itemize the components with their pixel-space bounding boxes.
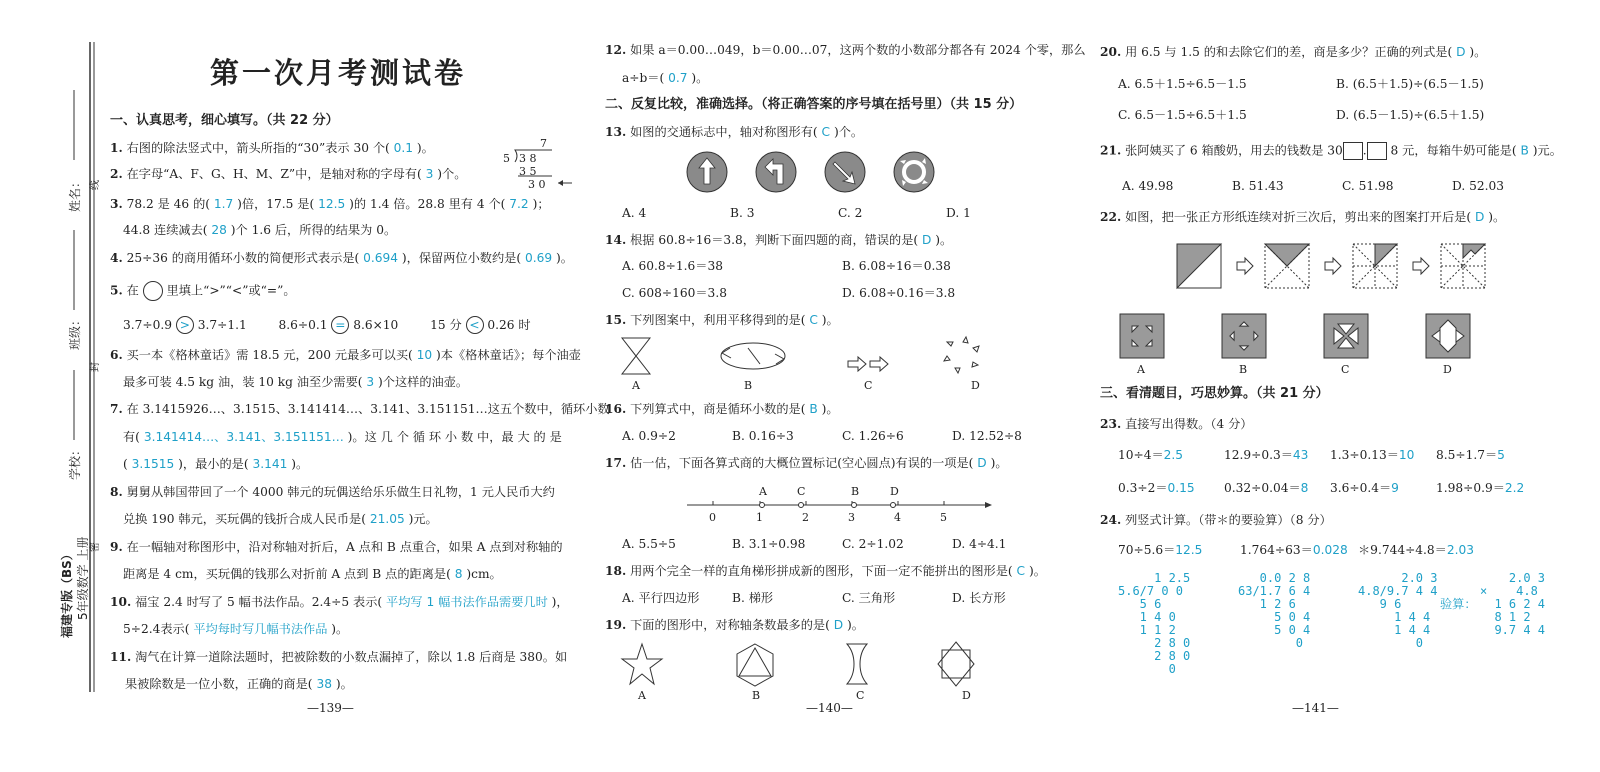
question-17: 17. 估一估，下面各算式商的大概位置标记(空心圆点)有误的一项是( D )。 (605, 456, 1008, 470)
q24-item3: ＊9.744÷4.8＝2.03 (1358, 543, 1474, 557)
fold-step-1 (1177, 244, 1221, 288)
q13-options: A. 4 B. 3 C. 2 D. 1 (622, 206, 971, 220)
arrow-right-icon (1413, 258, 1429, 274)
option-D-figure (1426, 314, 1470, 358)
paper-folding-steps (1175, 242, 1515, 302)
seal-mark: 封 (90, 362, 101, 372)
question-8-line2: 兑换 190 韩元，买玩偶的钱折合成人民币是( 21.05 )元。 (123, 512, 438, 526)
question-7: 7. 在 3.1415926…、3.1515、3.141414…、3.141、3.151151…这五个数中，循环小数 (110, 402, 610, 416)
arrow-right-icon (1325, 258, 1341, 274)
q20-options-row1: A. 6.5＋1.5÷6.5－1.5 B. (6.5＋1.5)÷(6.5－1.5) (1118, 77, 1484, 91)
q24-item2: 1.764÷63＝0.028 (1240, 543, 1348, 557)
question-18: 18. 用两个完全一样的直角梯形拼成新的图形，下面一定不能拼出的图形是( C )。 (605, 564, 1046, 578)
q22-labels: A B C D (1137, 363, 1452, 376)
line-mark: 线 (90, 180, 101, 190)
q15-labels: A B C D (632, 379, 980, 392)
q19-figures (620, 642, 1000, 692)
q17-options: A. 5.5÷5 B. 3.1÷0.98 C. 2÷1.02 D. 4÷4.1 (622, 537, 1007, 551)
translated-arrows-figure-icon (848, 357, 888, 371)
long-division-70-5.6: 1 2.5 5.6/7 0 0 5 6 1 4 0 1 1 2 2 8 0 2 8 0 0 (1118, 571, 1191, 676)
rotating-arrows-figure-icon (721, 343, 785, 369)
question-3-line2: 44.8 连续减去( 28 )个 1.6 后，所得的结果为 0。 (123, 223, 397, 237)
question-8: 8. 舅舅从韩国带回了一个 4000 韩元的玩偶送给乐乐做生日礼物，1 元人民币大约 (110, 485, 555, 499)
mi-mark: 密 (90, 542, 101, 552)
question-13: 13. 如图的交通标志中，轴对称图形有( C )个。 (605, 125, 864, 139)
question-5-items: 3.7÷0.9 > 3.7÷1.1 8.6÷0.1 = 8.6×10 15 分 < 0.26 时 (123, 318, 531, 332)
answer-1: 0.1 (393, 141, 414, 155)
roundabout-sign-icon (894, 152, 934, 192)
tick-label-0: 0 (709, 511, 716, 524)
question-21: 21. 张阿姨买了 6 箱酸奶，用去的钱数是 30 . 8 元，每箱牛奶可能是( B )元。 (1100, 142, 1562, 160)
tick-label-5: 5 (940, 511, 947, 524)
point-C (799, 503, 804, 508)
question-24: 24. 列竖式计算。（带＊的要验算）（8 分） (1100, 513, 1332, 527)
question-11: 11. 淘气在计算一道除法题时，把被除数的小数点漏掉了，除以 1.8 后商是 380。如 (110, 650, 568, 664)
option-A-figure (1120, 314, 1164, 358)
question-10: 10. 福宝 2.4 时写了 5 幅书法作品。2.4÷5 表示( 平均写 1 幅书法作品需要几时 )， (110, 595, 569, 609)
question-6: 6. 买一本《格林童话》需 18.5 元，200 元最多可以买( 10 )本《格林童话》；每个油壶 (110, 348, 581, 362)
tick-label-3: 3 (848, 511, 855, 524)
tick-label-4: 4 (894, 511, 901, 524)
option-B-figure (1222, 314, 1266, 358)
page-number-141: —141— (1292, 701, 1339, 715)
q16-options: A. 0.9÷2 B. 0.16÷3 C. 1.26÷6 D. 12.52÷8 (622, 429, 1022, 443)
question-2: 2. 在字母“A、F、G、H、M、Z”中，是轴对称的字母有( 3 )个。 (110, 167, 467, 181)
square-diamond-figure-icon (938, 642, 974, 686)
question-16: 16. 下列算式中，商是循环小数的是( B )。 (605, 402, 839, 416)
turn-left-sign-icon (756, 152, 796, 192)
q21-options: A. 49.98 B. 51.43 C. 51.98 D. 52.03 (1122, 179, 1504, 193)
edition-label: 福建专版（BS） (60, 548, 74, 638)
point-label-B: B (851, 485, 860, 498)
question-22: 22. 如图，把一张正方形纸连续对折三次后，剪出来的图案打开后是( D )。 (1100, 210, 1506, 224)
question-7-line2: 有( 3.141414…、3.141、3.151151… )。这 几 个 循 环 小 数 中，最 大 的 是 (123, 430, 562, 444)
page-title: 第一次月考测试卷 (210, 56, 467, 90)
q23-row1: 10÷4＝2.5 12.9÷0.3＝43 1.3÷0.13＝10 8.5÷1.7＝5 (1118, 448, 1505, 462)
q24-item1: 70÷5.6＝12.5 (1118, 543, 1203, 557)
point-label-C: C (797, 485, 806, 498)
arrow-diagonal-sign-icon (825, 152, 865, 192)
page-number-139: —139— (307, 701, 354, 715)
point-B (852, 503, 857, 508)
point-label-D: D (890, 485, 899, 498)
question-12: 12. 如果 a＝0.00…049，b＝0.00…07，这两个数的小数部分都各有 2024 个零，那么 (605, 43, 1086, 57)
name-label: 姓名： (68, 175, 82, 212)
section-2-heading: 二、反复比较，准确选择。（将正确答案的序号填在括号里）（共 15 分） (605, 97, 1023, 112)
class-label: 班级： (68, 313, 82, 350)
question-5: 5. 在 里填上“>”“<”或“=”。 (110, 281, 296, 301)
point-D (891, 503, 896, 508)
circle-icon (143, 281, 163, 301)
i-beam-figure-icon (847, 644, 867, 684)
check-label: 验算： (1440, 597, 1477, 611)
q19-labels: A B C D (638, 689, 971, 702)
q14-options-row2: C. 608÷160＝3.8 D. 6.08÷0.16＝3.8 (622, 286, 956, 300)
q18-options: A. 平行四边形 B. 梯形 C. 三角形 D. 长方形 (622, 591, 1006, 605)
section-3-heading: 三、看清题目，巧思妙算。（共 21 分） (1100, 386, 1329, 401)
question-11-line2: 果被除数是一位小数，正确的商是( 38 )。 (125, 677, 353, 691)
question-7-line3: ( 3.1515 )，最小的是( 3.141 )。 (123, 457, 309, 471)
school-label: 学校： (68, 443, 82, 480)
long-division-1.764-63: 0.0 2 8 63/1.7 6 4 1 2 6 5 0 4 5 0 4 0 (1238, 571, 1311, 650)
tick-label-1: 1 (756, 511, 763, 524)
blank-box (1343, 142, 1363, 160)
hourglass-figure-icon (622, 338, 650, 374)
star-figure-icon (622, 644, 662, 684)
long-division-9.744-4.8: 2.0 3 4.8/9.7 4 4 9 6 1 4 4 1 4 4 0 (1358, 571, 1438, 650)
question-1: 1. 右图的除法竖式中，箭头所指的“30”表示 30 个( 0.1 )。 (110, 141, 434, 155)
question-4: 4. 25÷36 的商用循环小数的简便形式表示是( 0.694 )，保留两位小数约是( 0.69 )。 (110, 251, 573, 265)
traffic-signs (685, 150, 945, 200)
question-23: 23. 直接写出得数。（4 分） (1100, 417, 1253, 431)
q20-options-row2: C. 6.5－1.5÷6.5＋1.5 D. (6.5－1.5)÷(6.5＋1.5) (1118, 108, 1485, 122)
grade-label: 5年级数学 上册 (76, 536, 90, 620)
question-14: 14. 根据 60.8÷16＝3.8，判断下面四题的商，错误的是( D )。 (605, 233, 953, 247)
question-3: 3. 78.2 是 46 的( 1.7 )倍，17.5 是( 12.5 )的 1.4 倍。28.8 里有 4 个( 7.2 )； (110, 197, 550, 211)
section-1-heading: 一、认真思考，细心填写。（共 22 分） (110, 113, 339, 128)
point-label-A: A (759, 485, 767, 498)
blank-box (1367, 142, 1387, 160)
fold-step-3 (1353, 244, 1397, 288)
q22-answer-figures (1118, 312, 1498, 362)
hexagon-triangle-figure-icon (737, 644, 773, 686)
verification-multiplication: 2.0 3 × 4.8 1 6 2 4 8 1 2 9.7 4 4 (1480, 571, 1546, 637)
page-number-140: —140— (806, 701, 853, 715)
arrow-right-icon (1237, 258, 1253, 274)
q23-row2: 0.3÷2＝0.15 0.32÷0.04＝8 3.6÷0.4＝9 1.98÷0.9＝2.2 (1118, 481, 1525, 495)
arrow-up-sign-icon (687, 152, 727, 192)
question-9: 9. 在一幅轴对称图形中，沿对称轴对折后，A 点和 B 点重合，如果 A 点到对称轴的 (110, 540, 563, 554)
question-10-line2: 5÷2.4表示( 平均每时写几幅书法作品 )。 (123, 622, 349, 636)
question-20: 20. 用 6.5 与 1.5 的和去除它们的差，商是多少？正确的列式是( D )。 (1100, 45, 1487, 59)
question-12-line2: a÷b＝( 0.7 )。 (622, 71, 709, 85)
fold-step-2 (1265, 244, 1309, 288)
question-19: 19. 下面的图形中，对称轴条数最多的是( D )。 (605, 618, 864, 632)
number-line (685, 497, 995, 517)
option-C-figure (1324, 314, 1368, 358)
question-15: 15. 下列图案中，利用平移得到的是( C )。 (605, 313, 839, 327)
tick-label-2: 2 (802, 511, 809, 524)
point-A (760, 503, 765, 508)
spinning-triangles-figure-icon (944, 337, 979, 373)
q14-options-row1: A. 60.8÷1.6＝38 B. 6.08÷16＝0.38 (622, 259, 951, 273)
q15-figures (620, 336, 1000, 382)
question-6-line2: 最多可装 4.5 kg 油，装 10 kg 油至少需要( 3 )个这样的油壶。 (123, 375, 469, 389)
fold-step-4 (1441, 244, 1485, 288)
question-9-line2: 距离是 4 cm，买玩偶的钱那么对折前 A 点到 B 点的距离是( 8 )cm。 (123, 567, 502, 581)
